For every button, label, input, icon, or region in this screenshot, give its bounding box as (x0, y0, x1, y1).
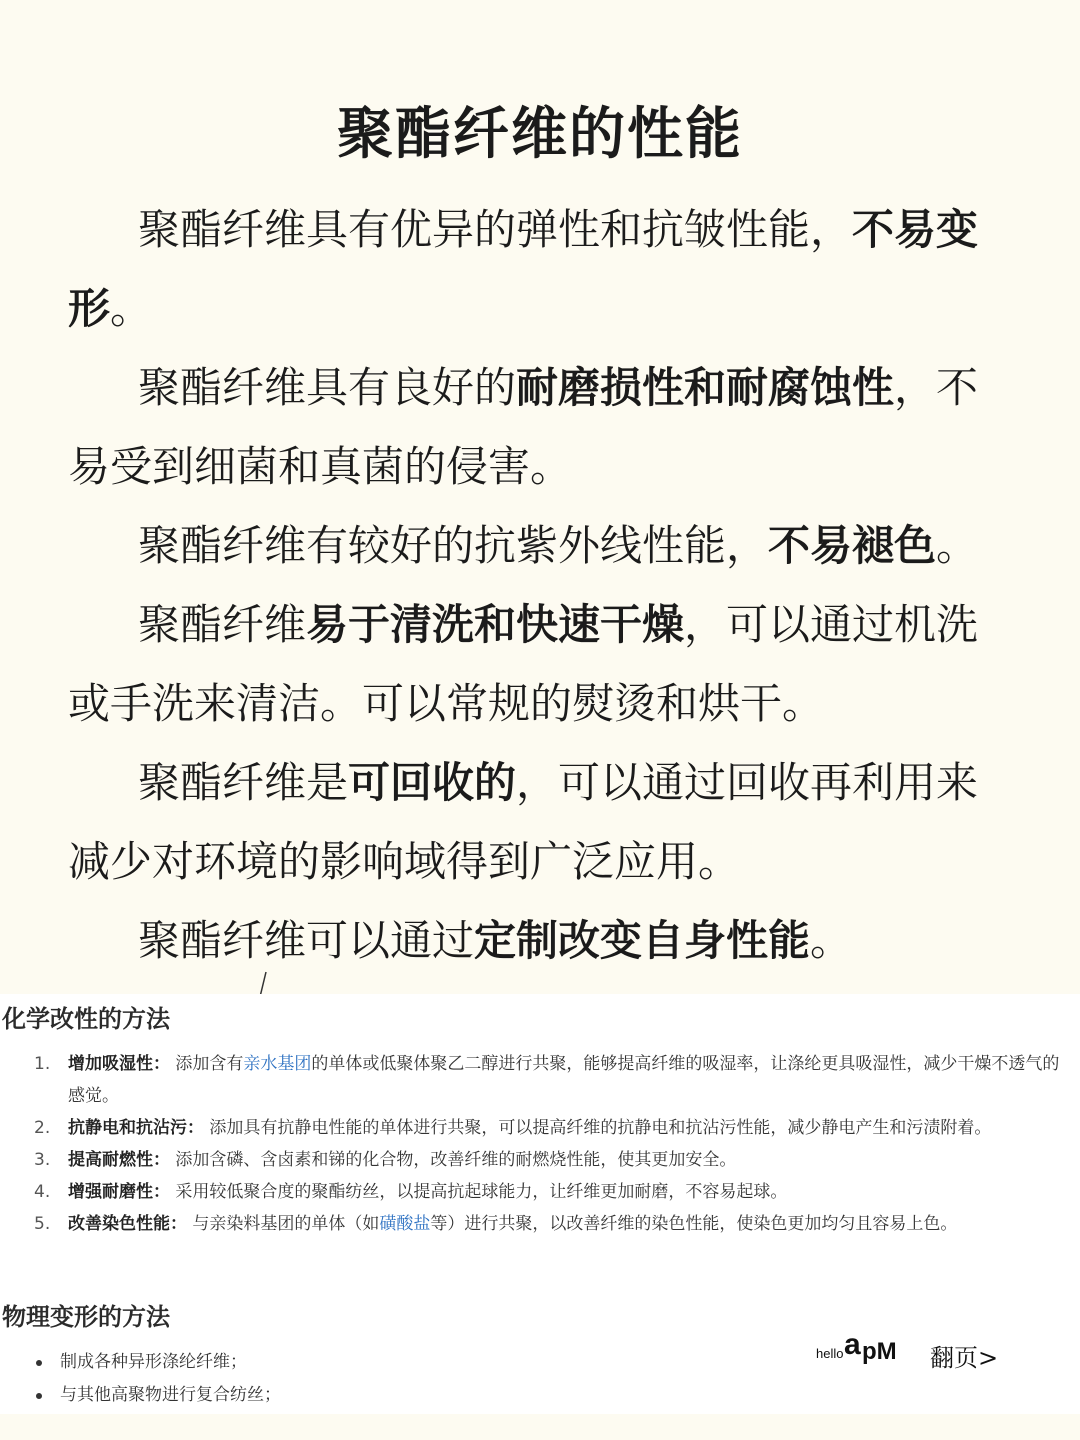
item-number: 1. (34, 1054, 51, 1074)
item-title: 增加吸湿性： (68, 1054, 170, 1074)
brand-pm-text: pM (862, 1338, 897, 1365)
list-item (0, 1176, 1080, 1208)
text: 聚酯纤维可以通过 (138, 916, 475, 965)
item-text: 添加含有 (175, 1054, 244, 1074)
list-item (0, 1144, 1080, 1176)
item-text: 添加具有抗静电性能的单体进行共聚，可以提高纤维的抗静电和抗沾污性能，减少静电产生和污渍附着。 (209, 1118, 992, 1138)
highlight: 定制改变自身性能 (474, 916, 811, 965)
text: 聚酯纤维 (138, 600, 307, 649)
paragraph-wear-resistance (68, 348, 1018, 506)
item-text: 添加含磷、含卤素和锑的化合物，改善纤维的耐燃烧性能，使其更加安全。 (175, 1150, 737, 1170)
text: ，可以通过机洗或手洗来清洁。可以常规的熨烫和烘干。 (68, 600, 979, 728)
list-item (0, 1048, 1080, 1112)
item-title: 提高耐燃性： (68, 1150, 170, 1170)
list-item: 与其他高聚物进行复合纺丝； (0, 1379, 281, 1412)
brand-a-text: a (844, 1328, 861, 1361)
item-text: 采用较低聚合度的聚酯纺丝，以提高抗起球能力，让纤维更加耐磨，不容易起球。 (175, 1182, 788, 1202)
item-title: 增强耐磨性： (68, 1182, 170, 1202)
highlight: 易于清洗和快速干燥 (306, 600, 685, 649)
sulfonate-link[interactable]: 磺酸盐 (379, 1214, 431, 1234)
highlight: 不易褪色 (768, 521, 937, 570)
text: 。 (936, 521, 979, 570)
text: 聚酯纤维具有良好的 (138, 363, 517, 412)
phys-method-list (0, 1346, 281, 1412)
paragraph-uv-resistance (68, 506, 1018, 585)
hydrophilic-group-link[interactable]: 亲水基团 (243, 1054, 312, 1074)
text: 聚酯纤维是 (138, 758, 349, 807)
paragraph-elasticity (68, 190, 1018, 348)
brand-logo (816, 1326, 916, 1366)
highlight: 不易变形 (68, 205, 979, 333)
item-title: 抗静电和抗沾污： (68, 1118, 204, 1138)
brand-hello-text: hello (816, 1346, 844, 1361)
paragraph-recyclable (68, 743, 1018, 901)
intro-text (68, 190, 1018, 980)
paragraph-customizable (68, 901, 1018, 980)
paragraph-easy-care (68, 585, 1018, 743)
list-item (0, 1112, 1080, 1144)
text: 。 (110, 284, 153, 333)
chem-heading: 化学改性的方法 (2, 1005, 170, 1033)
item-number: 4. (34, 1182, 51, 1202)
text: 聚酯纤维有较好的抗紫外线性能， (138, 521, 769, 570)
item-number: 3. (34, 1150, 51, 1170)
item-text: 与亲染料基团的单体（如 (192, 1214, 380, 1234)
highlight: 可回收的 (348, 758, 517, 807)
text: ，可以通过回收再利用来减少对环境的影响域得到广泛应用。 (68, 758, 979, 886)
item-number: 5. (34, 1214, 51, 1234)
list-item: 制成各种异形涤纶纤维； (0, 1346, 281, 1379)
item-number: 2. (34, 1118, 51, 1138)
list-item (0, 1208, 1080, 1240)
text: 聚酯纤维具有优异的弹性和抗皱性能， (138, 205, 853, 254)
next-page-button[interactable]: 翻页> (930, 1344, 999, 1372)
item-text: 等）进行共聚，以改善纤维的染色性能，使染色更加均匀且容易上色。 (430, 1214, 958, 1234)
item-text: 的单体或低聚体聚乙二醇进行共聚，能够提高纤维的吸湿率，让涤纶更具吸湿性，减少干燥不透气的感觉。 (68, 1054, 1060, 1106)
text: ，不易受到细菌和真菌的侵害。 (68, 363, 979, 491)
text: 。 (810, 916, 853, 965)
phys-heading: 物理变形的方法 (2, 1303, 170, 1331)
highlight: 耐磨损性和耐腐蚀性 (516, 363, 895, 412)
chem-method-list (0, 1048, 1080, 1240)
page-title: 聚酯纤维的性能 (337, 102, 743, 167)
embedded-screenshot (0, 994, 1080, 1414)
item-title: 改善染色性能： (68, 1214, 187, 1234)
